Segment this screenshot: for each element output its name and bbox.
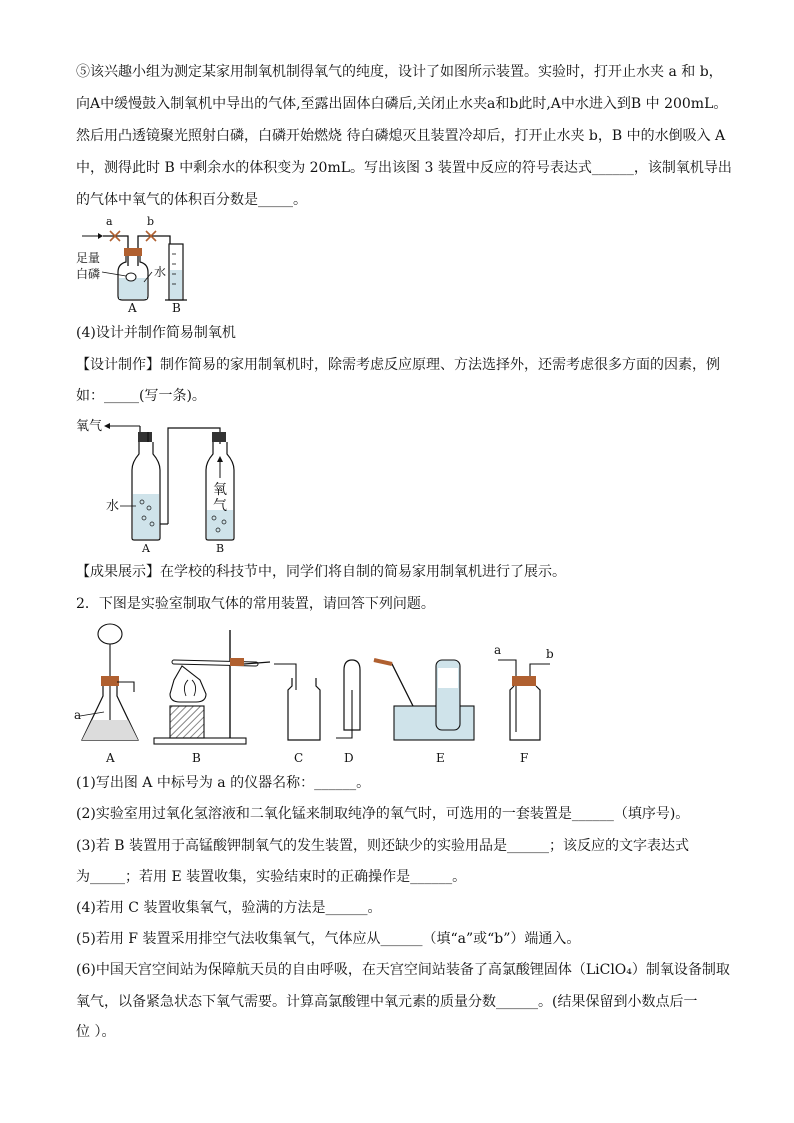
label-f-b: b [546, 647, 554, 661]
water-label: 水 [106, 499, 120, 514]
label-a: A [128, 301, 137, 314]
water-label: 水 [154, 265, 167, 279]
section5-line-4: 中，测得此时 B 中剩余水的体积变为 20mL。写出该图 3 装置中反应的符号表达式______，该制氧机导出 [76, 160, 732, 176]
apparatus-label-e: E [436, 751, 445, 765]
bottle-a-cap [138, 432, 152, 442]
section5-line-3: 然后用凸透镜聚光照射白磷，白磷开始燃烧 待白磷熄灭且装置冷却后，打开止水夹 b，B 中的水倒吸入 A [76, 128, 726, 144]
q2-line-5: (4)若用 C 装置收集氧气，验满的方法是______。 [76, 900, 382, 916]
apparatus-label-d: D [344, 751, 354, 765]
apparatus-b [154, 630, 270, 744]
label-a: A [142, 542, 150, 554]
phosphorus-label-2: 白磷 [76, 267, 101, 281]
q2-line-1: (1)写出图 A 中标号为 a 的仪器名称：______。 [76, 775, 371, 791]
design-line-1: 【设计制作】制作简易的家用制氧机时，除需考虑反应原理、方法选择外，还需考虑很多方面的因素，例 [76, 357, 720, 373]
question2-title: 2．下图是实验室制取气体的常用装置，请回答下列问题。 [76, 596, 435, 612]
clip-a-label: a [106, 215, 113, 228]
lab-apparatus-figure [74, 620, 574, 768]
oxygen-label-1: 氧 [213, 482, 227, 498]
section5-line-5: 的气体中氧气的体积百分数是_____。 [76, 192, 307, 208]
oxygen-out-label: 氧气 [76, 419, 103, 434]
label-b: B [216, 542, 225, 554]
q2-line-3: (3)若 B 装置用于高锰酸钾制氧气的发生装置，则还缺少的实验用品是______；该反应的文字表达式 [76, 838, 690, 854]
apparatus-c [274, 664, 320, 740]
apparatus-d [336, 660, 360, 738]
q2-line-7: (6)中国天宫空间站为保障航天员的自由呼吸，在天宫空间站装备了高氯酸锂固体（LiClO₄）制氧设备制取 [76, 962, 730, 978]
apparatus-label-a: A [106, 751, 115, 765]
bottle-a-stopper [124, 248, 142, 256]
apparatus-a [74, 624, 138, 740]
water-in-bottle-a [133, 494, 159, 539]
bottle-b-cap [212, 432, 226, 442]
apparatus-e [374, 660, 474, 740]
design-line-2: 如：_____(写一条)。 [76, 388, 206, 404]
apparatus-label-f: F [520, 751, 529, 765]
phosphorus-spoon-icon [126, 273, 136, 281]
outlet-tube [138, 236, 170, 266]
q2-line-6: (5)若用 F 装置采用排空气法收集氧气，气体应从______（填“a”或“b”）端通入。 [76, 931, 581, 947]
section5-line-2: 向A中缓慢鼓入制氧机中导出的气体,至露出固体白磷后,关闭止水夹a和b此时,A中水进入到B 中 200mL。 [76, 96, 728, 112]
phosphorus-apparatus-figure [74, 214, 204, 314]
clip-b-label: b [147, 215, 155, 228]
q2-line-9: 位 ）。 [76, 1024, 116, 1040]
q2-line-8: 氧气，以备紧急状态下氧气需要。计算高氯酸锂中氧元素的质量分数______。(结果保留到小数点后一 [76, 994, 698, 1010]
q2-line-4: 为_____；若用 E 装置收集，实验结束时的正确操作是______。 [76, 869, 467, 885]
q2-line-2: (2)实验室用过氧化氢溶液和二氧化锰来制取纯净的氧气时，可选用的一套装置是______（填序号)。 [76, 806, 690, 822]
apparatus-label-c: C [294, 751, 304, 765]
label-b: B [172, 301, 181, 314]
inlet-arrowhead [98, 233, 103, 239]
oxygen-label-2: 气 [213, 498, 227, 514]
oxygen-up-arrow [217, 456, 223, 462]
apparatus-f [494, 643, 554, 740]
label-a-pointer: a [74, 708, 82, 722]
part4-heading: (4)设计并制作简易制氧机 [76, 325, 236, 341]
water-in-bottle-b [207, 510, 233, 539]
section5-line-1: ⑤该兴趣小组为测定某家用制氧机制得氧气的纯度，设计了如图所示装置。实验时，打开止水夹 a 和 b， [76, 64, 723, 80]
result-line: 【成果展示】在学校的科技节中，同学们将自制的简易家用制氧机进行了展示。 [76, 564, 566, 580]
apparatus-label-b: B [192, 751, 201, 765]
oxygen-generator-figure [74, 414, 244, 554]
phosphorus-label-1: 足量 [76, 251, 101, 265]
label-f-a: a [494, 643, 502, 657]
